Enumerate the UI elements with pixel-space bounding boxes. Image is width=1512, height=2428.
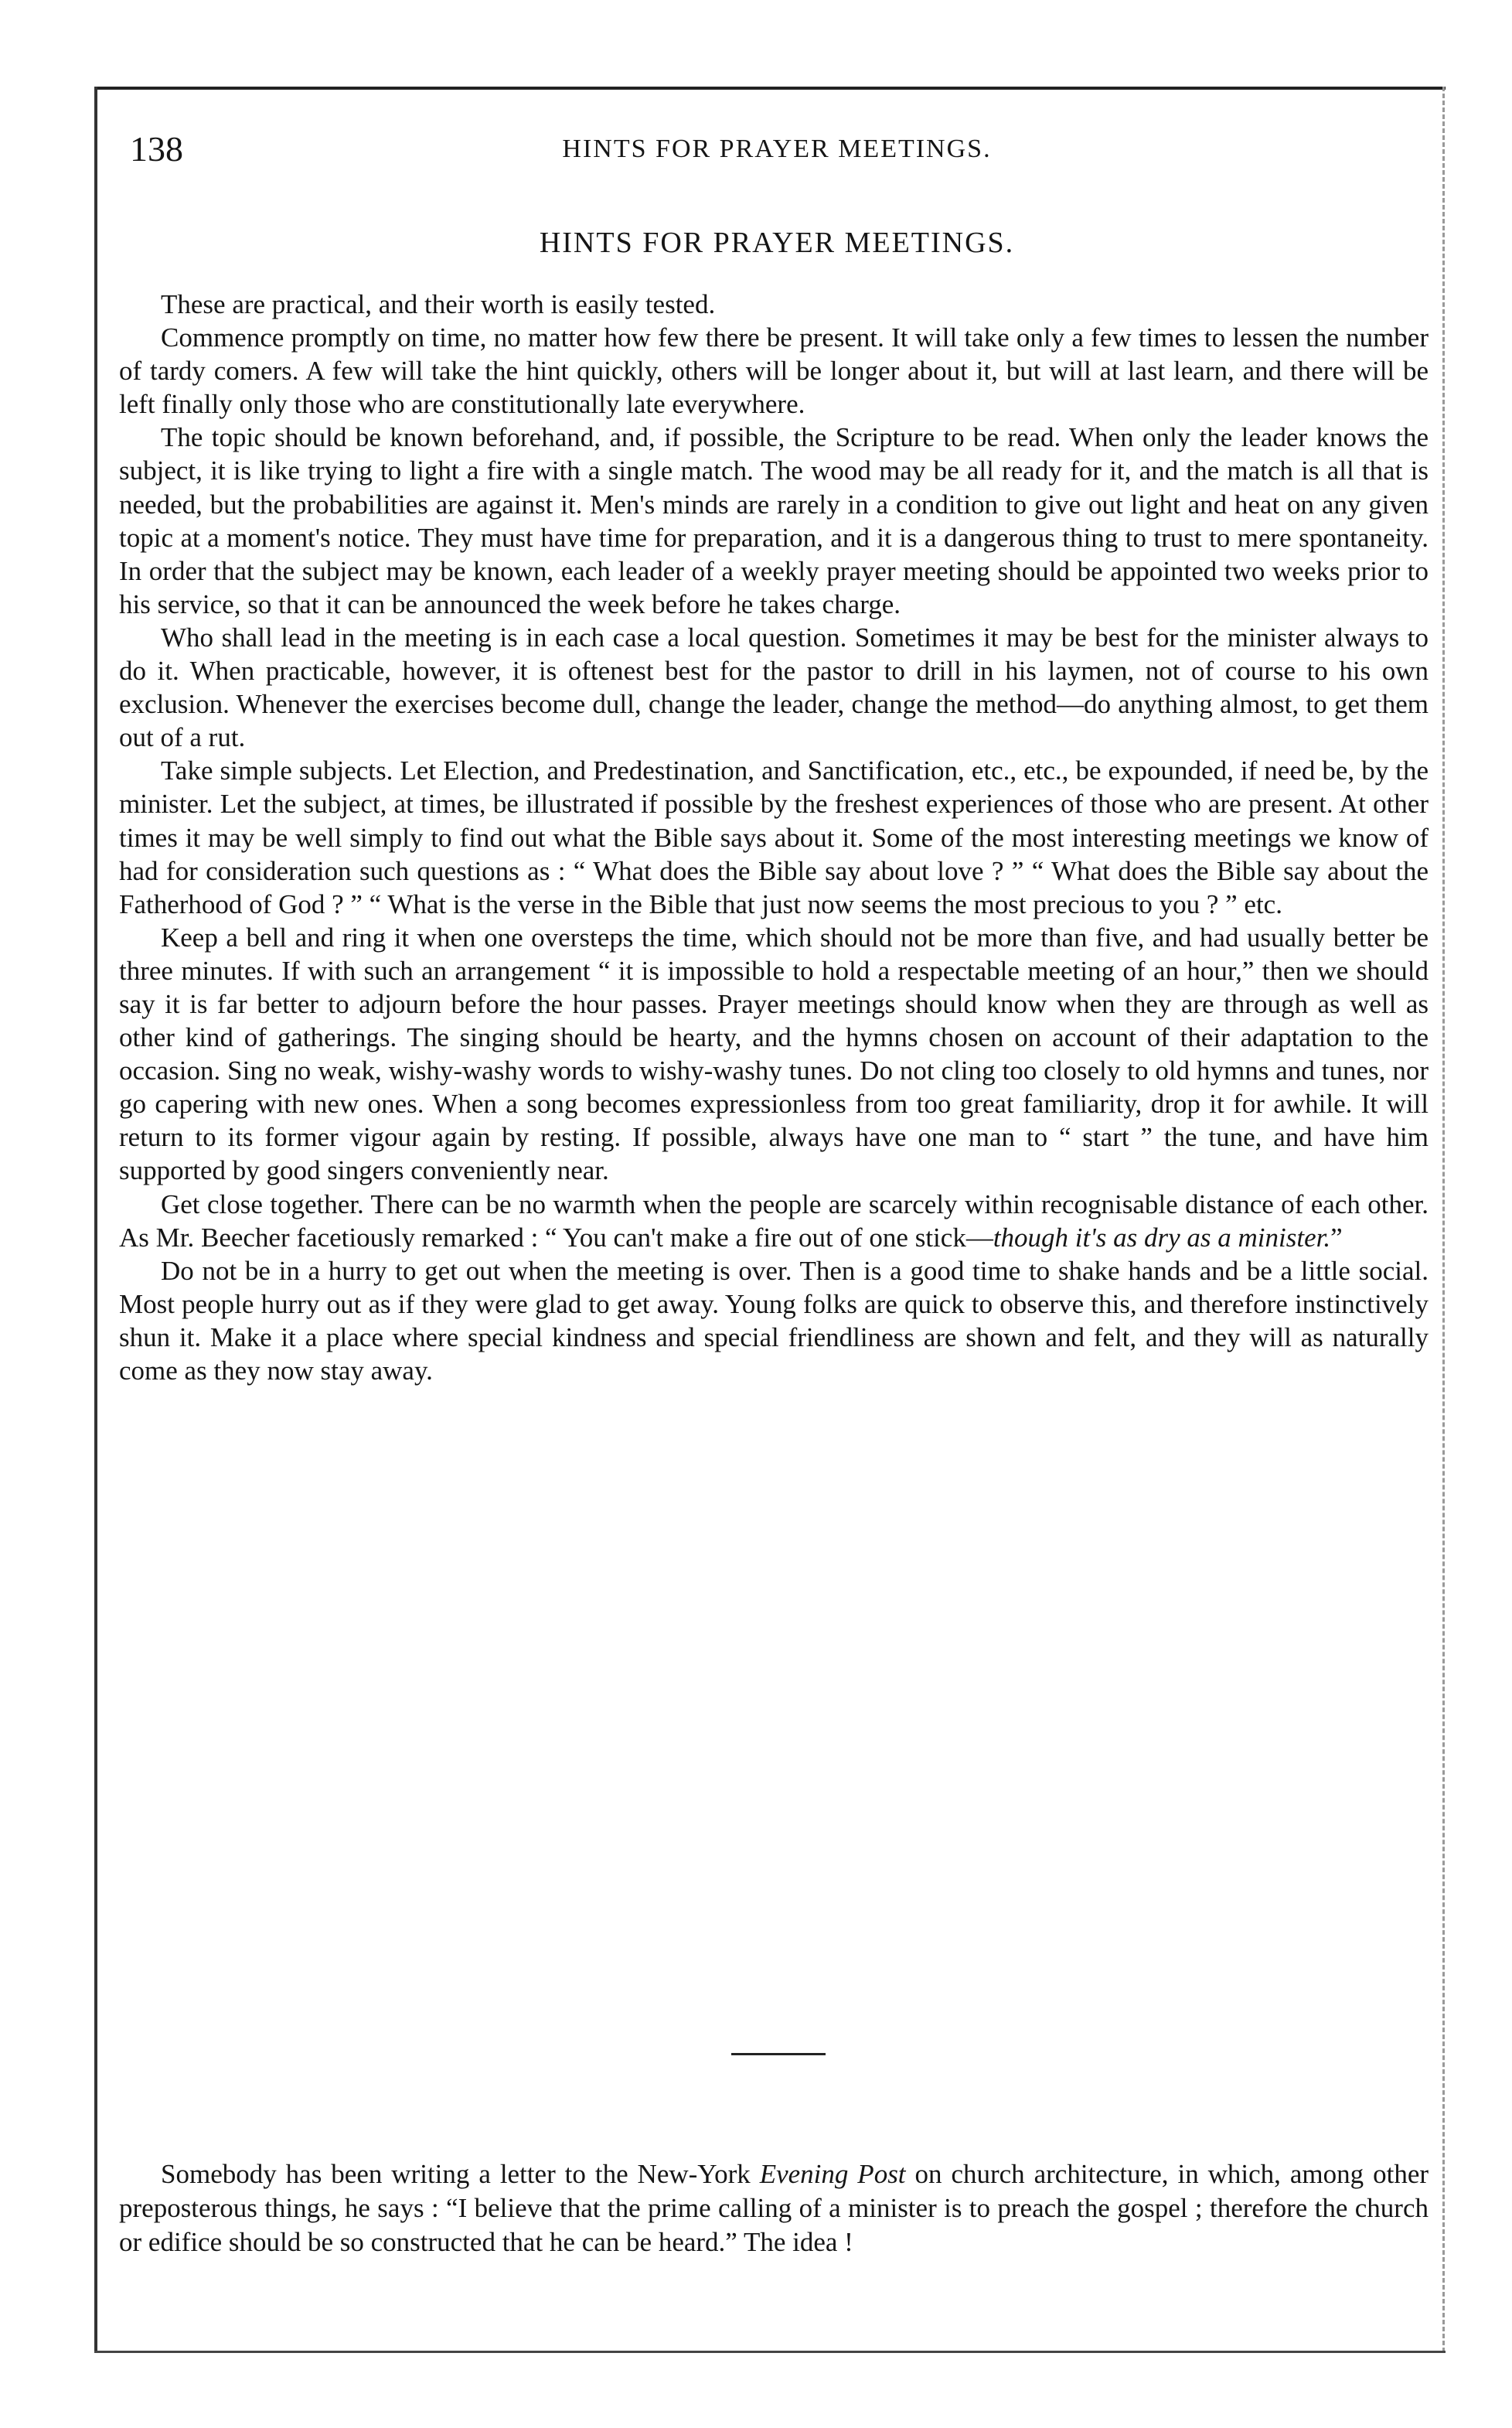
paragraph-get-close <box>119 1188 1429 1254</box>
get-close-text: Get close together. There can be no warmth when the people are scarcely within recognisable distance of each other. As Mr. Beecher facetiously remarked : “ You can't make a fire out of one stick— <box>119 1188 1429 1253</box>
frame-bottom-rule <box>94 2351 1446 2353</box>
evening-post-note <box>119 2157 1429 2259</box>
frame-top-rule <box>94 87 1446 90</box>
article-body <box>119 288 1429 1387</box>
paragraph-simple-subjects: Take simple subjects. Let Election, and Predestination, and Sanctification, etc., etc., be expounded, if need be, by the minister. Let the subject, at times, be illustrated if possible by the freshest experiences of those who are present. At other times it may be well simply to find out what the Bible says about it. Some of the most interesting meetings we know of had for consideration such questions as : “ What does the Bible say about love ? ” “ What does the Bible say about the Fatherhood of God ? ” “ What is the verse in the Bible that just now seems the most precious to you ? ” etc. <box>119 755 1429 919</box>
page-number: 138 <box>130 129 183 169</box>
paragraph-who-leads: Who shall lead in the meeting is in each case a local question. Sometimes it may be best for the minister always to do it. When practicable, however, it is oftenest best for the pastor to drill in his laymen, not of course to his own exclusion. Whenever the exercises become dull, change the leader, change the method—do anything almost, to get them out of a rut. <box>119 622 1429 753</box>
paragraph-bell: Keep a bell and ring it when one oversteps the time, which should not be more than five, and had usually better be three minutes. If with such an arrangement “ it is impossible to hold a respectable meeting of an hour,” then we should say it is far better to adjourn before the hour passes. Prayer meetings should know when they are through as well as other kind of gatherings. The singing should be hearty, and the hymns chosen on account of their adaptation to the occasion. Sing no weak, wishy-washy words to wishy-washy tunes. Do not cling too closely to old hymns and tunes, nor go capering with new ones. When a song becomes expressionless from too great familiarity, drop it for awhile. It will return to its former vigour again by resting. If possible, always have one man to “ start ” the tune, and have him supported by good singers conveniently near. <box>119 922 1429 1186</box>
get-close-closing-quote: ” <box>1330 1222 1343 1253</box>
running-head: HINTS FOR PRAYER MEETINGS. <box>562 135 992 163</box>
note-paragraph <box>119 2157 1429 2259</box>
note-text-1: Somebody has been writing a letter to the New-York <box>161 2159 760 2189</box>
paragraph-no-hurry: Do not be in a hurry to get out when the meeting is over. Then is a good time to shake hands and be a little social. Most people hurry out as if they were glad to get away. Young folks are quick to observe this, and therefore instinctively shun it. Make it a place where special kindness and special friendliness are shown and felt, and they will as naturally come as they now stay away. <box>119 1255 1429 1386</box>
note-text-2: on church architecture, in which, among other preposterous things, he says : “I believe that the prime calling of a minister is to preach the gospel ; therefore the church or edifice should be so constructed that he can be heard.” The idea ! <box>119 2159 1429 2257</box>
note-italic-title: Evening Post <box>759 2159 906 2189</box>
paragraph-commence: Commence promptly on time, no matter how few there be present. It will take only a few times to lessen the number of tardy comers. A few will take the hint quickly, others will be longer about it, but will at last learn, and there will be left finally only those who are constitutionally late everywhere. <box>119 322 1429 420</box>
frame-left-rule <box>94 87 97 2352</box>
article-title: HINTS FOR PRAYER MEETINGS. <box>539 227 1015 259</box>
paragraph-topic: The topic should be known beforehand, and, if possible, the Scripture to be read. When only the leader knows the subject, it is like trying to light a fire with a single match. The wood may be all ready for it, and the match is all that is needed, but the probabilities are against it. Men's minds are rarely in a condition to give out light and heat on any given topic at a moment's notice. They must have time for preparation, and it is a dangerous thing to trust to mere spontaneity. In order that the subject may be known, each leader of a weekly prayer meeting should be appointed two weeks prior to his service, so that it can be announced the week before he takes charge. <box>119 422 1429 619</box>
beecher-quote-italic: though it's as dry as a minister. <box>993 1222 1331 1253</box>
page-header <box>124 128 1430 175</box>
frame-right-rule <box>1442 87 1445 2352</box>
paragraph-intro: These are practical, and their worth is easily tested. <box>161 289 716 319</box>
section-divider <box>731 2053 826 2055</box>
